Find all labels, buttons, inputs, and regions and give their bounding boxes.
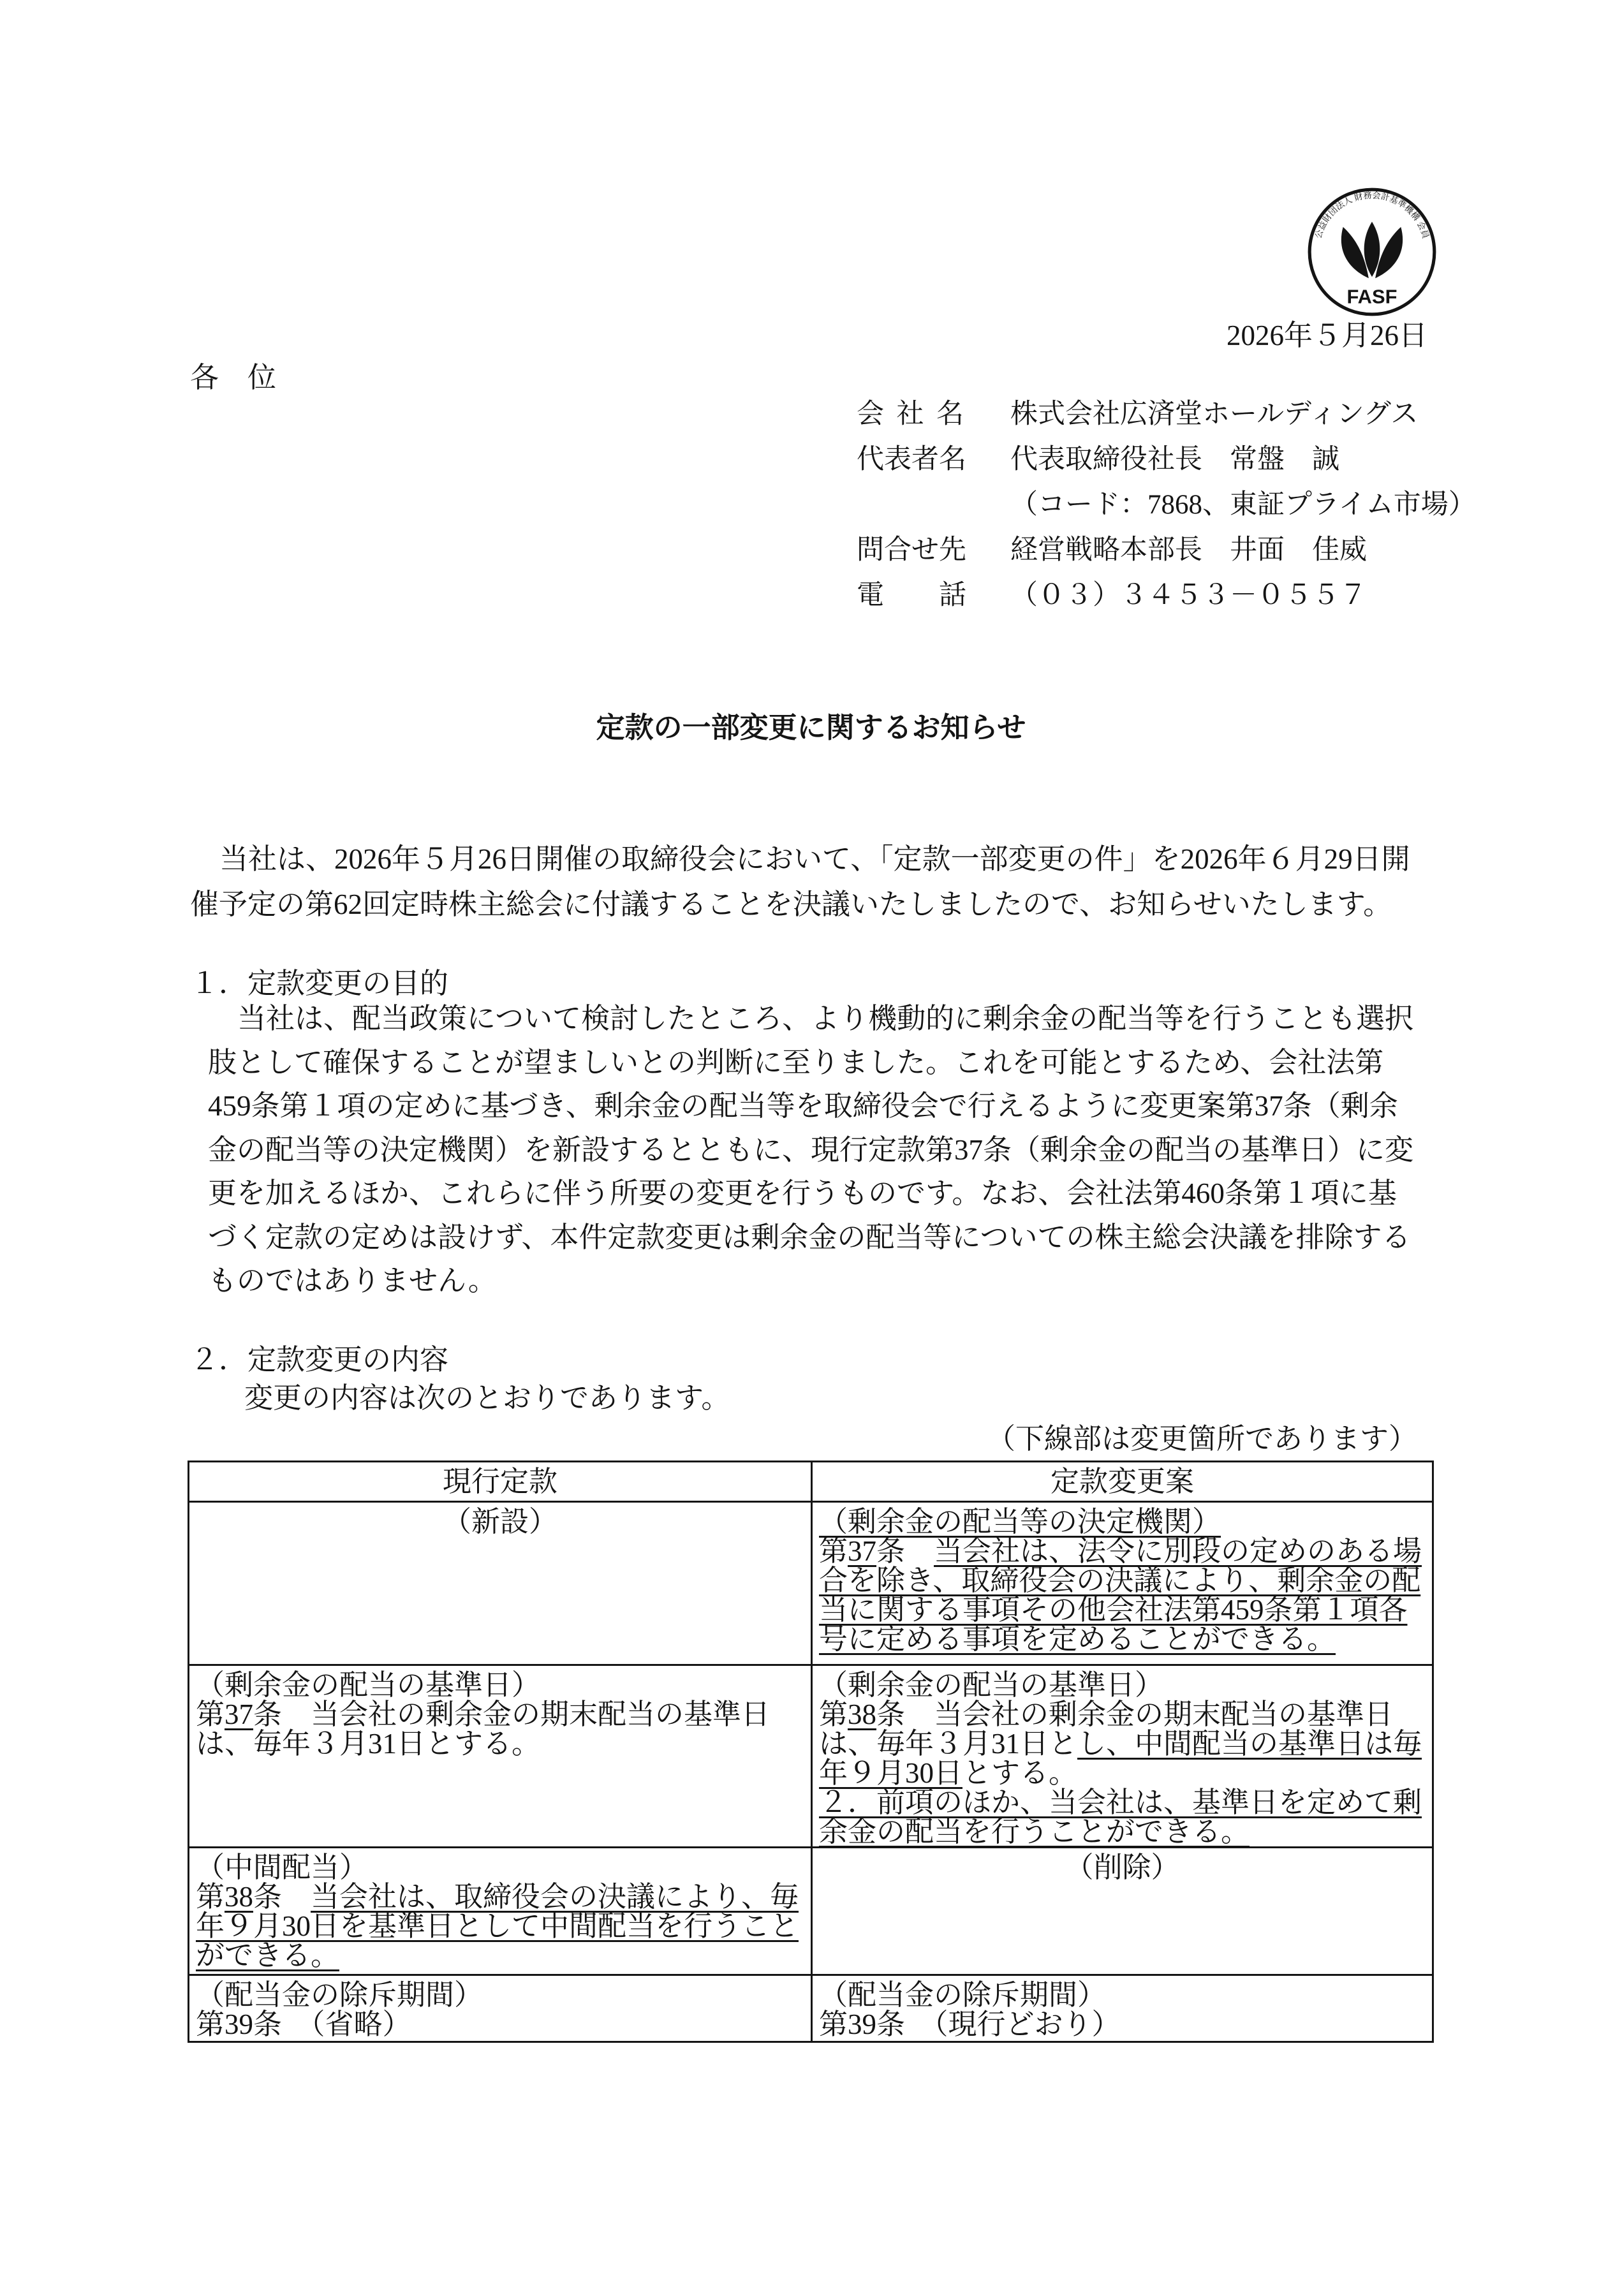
current-article-cell — [189, 1502, 812, 1665]
table-line: 余金の配当を行うことができる。 — [819, 1816, 1250, 1848]
table-line: 合を除き、取締役会の決議により、剰余金の配 — [819, 1564, 1421, 1596]
phone-label: 電 話 — [857, 580, 966, 610]
intro-paragraph — [190, 837, 1440, 927]
paragraph-line: づく定款の定めは設けず、本件定款変更は剰余金の配当等についての株主総会決議を排除する — [208, 1221, 1411, 1253]
table-line: 第39条 （現行どおり） — [819, 2008, 1121, 2040]
issue-date: 2026年５月26日 — [1226, 320, 1427, 351]
underlined-change: 37 — [225, 1698, 254, 1730]
proposed-article-cell — [812, 1502, 1433, 1665]
table-row — [189, 1975, 1433, 2042]
phone-row — [857, 580, 1494, 625]
current-article-cell — [189, 1665, 812, 1848]
text-segment: 第 — [819, 1698, 848, 1730]
section-purpose-body — [208, 997, 1439, 1303]
table-row — [189, 1848, 1433, 1975]
table-line: は、毎年３月31日とする。 — [196, 1728, 541, 1760]
paragraph-line: 更を加えるほか、これらに伴う所要の変更を行うものです。なお、会社法第460条第１項に基 — [208, 1177, 1397, 1209]
text-segment: とする。 — [962, 1757, 1078, 1789]
company-name-row — [857, 399, 1494, 444]
text-segment: 第 — [196, 1698, 225, 1730]
table-line — [819, 1758, 1426, 1788]
contact-value: 経営戦略本部長 井面 佳威 — [1010, 535, 1367, 565]
table-line: 当に関する事項その他会社法第459条第１項各 — [819, 1594, 1408, 1626]
phone-value: （０３）３４５３－０５５７ — [1010, 580, 1367, 610]
document-title: 定款の一部変更に関するお知らせ — [596, 712, 1026, 744]
paragraph-line: 金の配当等の決定機関）を新設するとともに、現行定款第37条（剰余金の配当の基準日）に変 — [208, 1133, 1414, 1166]
fasf-logo — [1306, 186, 1438, 318]
underlined-change: 年９月30日 — [819, 1757, 963, 1789]
table-line: ２．前項のほか、当会社は、基準日を定めて剰 — [819, 1786, 1422, 1818]
text-segment: 第 — [196, 1881, 225, 1913]
underlined-change: 38 — [225, 1881, 254, 1913]
underlined-change: 38 — [848, 1698, 877, 1730]
table-line: ができる。 — [196, 1939, 340, 1971]
section-heading-content: ２．定款変更の内容 — [190, 1344, 449, 1376]
underline-note: （下線部は変更箇所であります） — [986, 1423, 1417, 1455]
table-line: （配当金の除斥期間） — [819, 1979, 1107, 2011]
table-line: （配当金の除斥期間） — [196, 1979, 483, 2011]
contact-row — [857, 534, 1494, 580]
table-line — [196, 1882, 804, 1911]
underlined-change: 当会社は、取締役会の決議により、毎 — [311, 1881, 799, 1913]
paragraph-line: ものではありません。 — [208, 1265, 497, 1297]
table-line: （剰余金の配当の基準日） — [819, 1669, 1164, 1701]
paragraph-line: 当社は、2026年５月26日開催の取締役会において、「定款一部変更の件」を2026年６月29日開 — [219, 843, 1410, 875]
contact-label: 問合せ先 — [857, 535, 966, 565]
section-content-lead: 変更の内容は次のとおりであります。 — [244, 1382, 730, 1414]
text-segment: は、毎年３月31日と — [819, 1728, 1078, 1760]
amendment-comparison-table — [188, 1461, 1434, 2043]
current-article-cell — [189, 1975, 812, 2042]
table-line — [196, 1700, 804, 1729]
table-line: 年９月30日を基準日として中間配当を行うこと — [196, 1910, 799, 1942]
table-line: 第39条 （省略） — [196, 2008, 411, 2040]
table-line: 号に定める事項を定めることができる。 — [819, 1623, 1336, 1655]
table-line: （削除） — [1065, 1851, 1180, 1883]
logo-arc-label: 公益財団法人 財務会計基準機構 会員 — [1313, 190, 1431, 240]
proposed-article-cell — [812, 1848, 1433, 1975]
text-segment: 条 当会社の剰余金の期末配当の基準日 — [876, 1698, 1394, 1730]
table-line: （剰余金の配当等の決定機関） — [819, 1506, 1221, 1538]
paragraph-line: 当社は、配当政策について検討したところ、より機動的に剰余金の配当等を行うことも選択 — [237, 1003, 1414, 1034]
underlined-change: し、中間配当の基準日は毎 — [1077, 1728, 1422, 1760]
paragraph-line: 肢として確保することが望ましいとの判断に至りました。これを可能とするため、会社法第 — [208, 1046, 1384, 1078]
current-article-cell — [189, 1848, 812, 1975]
company-info — [857, 399, 1494, 625]
proposed-articles-header: 定款変更案 — [812, 1462, 1433, 1502]
addressee: 各 位 — [190, 362, 277, 394]
proposed-article-cell — [812, 1975, 1433, 2042]
text-segment: 第 — [819, 1535, 848, 1567]
table-row — [189, 1665, 1433, 1848]
table-line — [819, 1729, 1426, 1758]
underlined-change: 37 — [848, 1535, 877, 1567]
table-line: （新設） — [442, 1506, 557, 1538]
underlined-change: 当会社は、法令に別段の定めのある場 — [934, 1535, 1422, 1567]
table-line — [819, 1700, 1426, 1729]
current-articles-header: 現行定款 — [189, 1462, 812, 1502]
paragraph-line: 459条第１項の定めに基づき、剰余金の配当等を取締役会で行えるように変更案第37条（剰余 — [208, 1090, 1398, 1122]
stock-code-row — [857, 489, 1494, 534]
text-segment: 条 — [876, 1535, 934, 1567]
text-segment: 条 当会社の剰余金の期末配当の基準日 — [253, 1698, 770, 1730]
representative-value: 代表取締役社長 常盤 誠 — [1010, 445, 1339, 475]
company-name-value: 株式会社広済堂ホールディングス — [1010, 399, 1419, 429]
company-name-label: 会 社 名 — [857, 399, 964, 429]
logo-name: FASF — [1346, 285, 1397, 308]
table-row — [189, 1502, 1433, 1665]
table-header-row — [189, 1462, 1433, 1502]
section-heading-purpose: １．定款変更の目的 — [190, 968, 449, 999]
table-line: （中間配当） — [196, 1851, 369, 1883]
stock-code-value: （コード：7868、東証プライム市場） — [1010, 490, 1476, 520]
representative-label: 代表者名 — [857, 445, 966, 475]
representative-row — [857, 444, 1494, 489]
table-line: （剰余金の配当の基準日） — [196, 1669, 541, 1701]
text-segment: 条 — [253, 1881, 311, 1913]
table-line — [819, 1536, 1426, 1566]
paragraph-line: 催予定の第62回定時株主総会に付議することを決議いたしましたので、お知らせいたします。 — [190, 888, 1392, 920]
proposed-article-cell — [812, 1665, 1433, 1848]
